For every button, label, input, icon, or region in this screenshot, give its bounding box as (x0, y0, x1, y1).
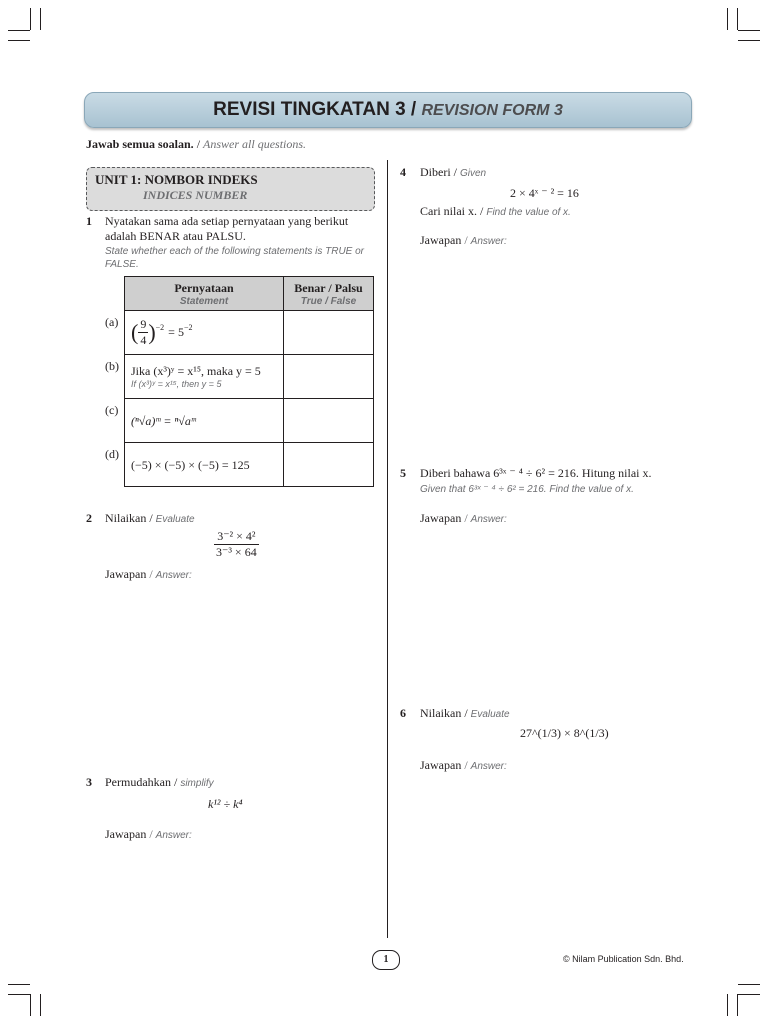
table-row (125, 311, 374, 355)
table-header-row (125, 277, 374, 311)
answer-cell[interactable] (284, 443, 374, 487)
question-3-expression: k¹² ÷ k⁴ (208, 797, 243, 811)
crop-mark (737, 8, 738, 30)
column-divider (387, 160, 388, 938)
crop-mark (738, 994, 760, 995)
question-4-text: Diberi / Given (420, 165, 487, 179)
column-header-statement: Pernyataan Statement (125, 277, 284, 311)
question-number: 3 (86, 775, 92, 789)
crop-mark (30, 8, 31, 30)
question-5-text: Diberi bahawa 6³ˣ ⁻ ⁴ ÷ 6² = 216. Hitung nilai x. (420, 466, 652, 480)
crop-mark (738, 40, 760, 41)
question-3-text: Permudahkan / simplify (105, 775, 214, 789)
statement-a: ( $\frac{9}{4}$ )$^{-2} = 5^{-2}$ (125, 311, 284, 355)
crop-mark (727, 8, 728, 30)
question-4-equation: 2 × 4ˣ ⁻ ² = 16 (510, 186, 579, 200)
page-title: REVISI TINGKATAN 3 / (213, 99, 422, 120)
question-2-expression: $\frac{\text{3⁻² × 4²}}{\text{3⁻³ × 64}}$ (216, 529, 257, 559)
statement-b: Jika (x³)ʸ = x¹⁵, maka y = 5 If (x³)ʸ = x¹⁵, then y = 5 (125, 355, 284, 399)
crop-mark (8, 30, 30, 31)
table-row (125, 443, 374, 487)
answer-label: Jawapan / Answer: (105, 567, 192, 581)
copyright: © Nilam Publication Sdn. Bhd. (563, 954, 684, 964)
crop-mark (8, 40, 30, 41)
crop-mark (40, 8, 41, 30)
unit-title-english: INDICES NUMBER (143, 188, 248, 202)
question-4-find: Cari nilai x. / Find the value of x. (420, 204, 571, 218)
answer-label: Jawapan / Answer: (105, 827, 192, 841)
instruction: Jawab semua soalan. / Answer all questions. (86, 137, 307, 151)
crop-mark (30, 994, 31, 1016)
page-title-english: REVISION FORM 3 (421, 102, 563, 119)
question-2-text: Nilaikan / Evaluate (105, 511, 195, 525)
question-number: 5 (400, 466, 406, 480)
page-title-banner (84, 92, 692, 128)
answer-label: Jawapan / Answer: (420, 233, 507, 247)
question-6-expression: 27^(1/3) × 8^(1/3) (520, 726, 609, 740)
crop-mark (8, 994, 30, 995)
unit-title: UNIT 1: NOMBOR INDEKS (95, 172, 258, 187)
question-number: 4 (400, 165, 406, 179)
answer-cell[interactable] (284, 399, 374, 443)
crop-mark (727, 994, 728, 1016)
answer-label: Jawapan / Answer: (420, 758, 507, 772)
statement-c: (ⁿ√a)ᵐ = ⁿ√aᵐ (125, 399, 284, 443)
crop-mark (738, 30, 760, 31)
row-label-a: (a) (105, 315, 119, 329)
row-label-b: (b) (105, 359, 119, 373)
question-1-text: Nyatakan sama ada setiap pernyataan yang berikut adalah BENAR atau PALSU. (105, 214, 349, 243)
crop-mark (8, 984, 30, 985)
crop-mark (40, 994, 41, 1016)
question-5-text-english: Given that 6³ˣ ⁻ ⁴ ÷ 6² = 216. Find the value of x. (420, 484, 634, 495)
row-label-d: (d) (105, 447, 119, 461)
question-number: 2 (86, 511, 92, 525)
crop-mark (738, 984, 760, 985)
question-1-text-english: State whether each of the following statements is TRUE or FALSE. (105, 246, 365, 270)
table-row (125, 355, 374, 399)
statement-table (124, 276, 374, 487)
row-label-c: (c) (105, 403, 119, 417)
page-number: 1 (372, 950, 400, 970)
column-header-true-false: Benar / Palsu True / False (284, 277, 374, 311)
question-6-text: Nilaikan / Evaluate (420, 706, 510, 720)
answer-cell[interactable] (284, 355, 374, 399)
question-number: 1 (86, 214, 92, 228)
question-number: 6 (400, 706, 406, 720)
statement-d: (−5) × (−5) × (−5) = 125 (125, 443, 284, 487)
answer-cell[interactable] (284, 311, 374, 355)
answer-label: Jawapan / Answer: (420, 511, 507, 525)
table-row (125, 399, 374, 443)
crop-mark (737, 994, 738, 1016)
